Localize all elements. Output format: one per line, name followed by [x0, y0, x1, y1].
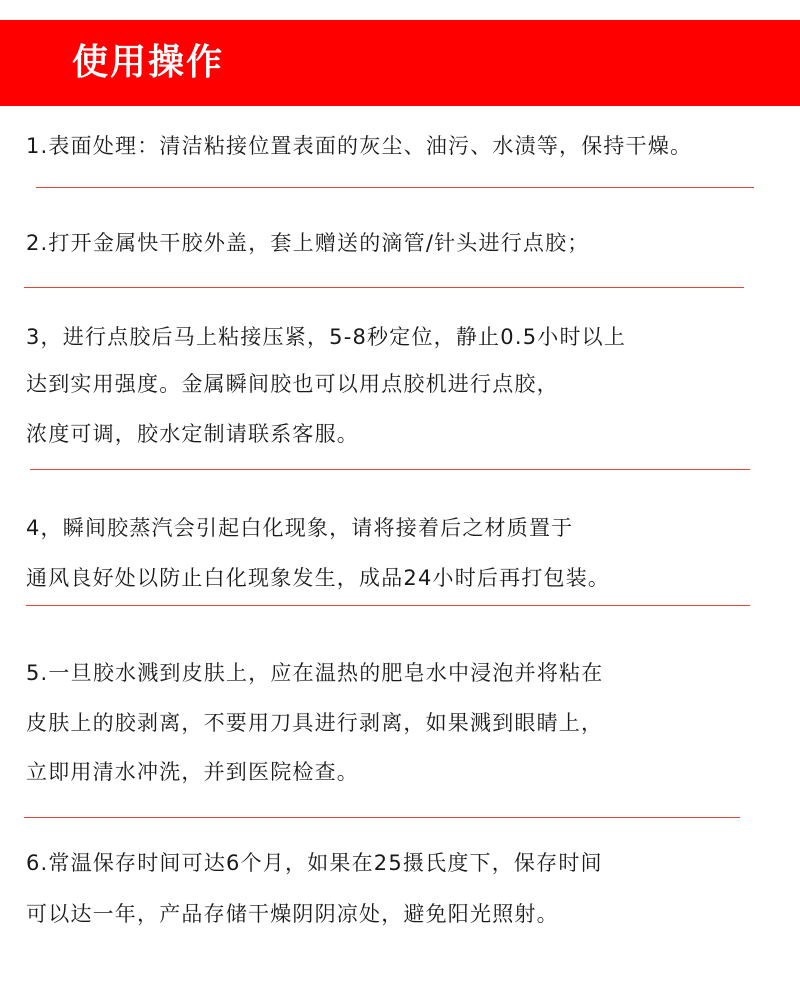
divider [30, 469, 750, 470]
step-5-line-3: 立即用清水冲洗，并到医院检查。 [26, 760, 359, 784]
step-6-line-2: 可以达一年，产品存储干燥阴阴凉处，避免阳光照射。 [26, 902, 559, 926]
divider [36, 187, 754, 188]
step-5-line-2: 皮肤上的胶剥离，不要用刀具进行剥离，如果溅到眼睛上， [26, 711, 604, 735]
step-2-line-1: 2.打开金属快干胶外盖，套上赠送的滴管/针头进行点胶； [26, 231, 590, 255]
section-banner [0, 20, 800, 106]
top-strip [0, 0, 800, 20]
section-title: 使用操作 [72, 42, 225, 83]
step-3-line-1: 3，进行点胶后马上粘接压紧，5-8秒定位，静止0.5小时以上 [26, 325, 627, 349]
step-6-line-1: 6.常温保存时间可达6个月，如果在25摄氏度下，保存时间 [26, 851, 603, 875]
divider [26, 605, 750, 606]
divider [24, 287, 744, 288]
divider [24, 817, 740, 818]
step-4-line-2: 通风良好处以防止白化现象发生，成品24小时后再打包装。 [26, 566, 611, 590]
step-4-line-1: 4，瞬间胶蒸汽会引起白化现象，请将接着后之材质置于 [26, 516, 574, 540]
step-3-line-2: 达到实用强度。金属瞬间胶也可以用点胶机进行点胶， [26, 372, 559, 396]
step-1-line-1: 1.表面处理：清洁粘接位置表面的灰尘、油污、水渍等，保持干燥。 [26, 134, 693, 158]
step-3-line-3: 浓度可调，胶水定制请联系客服。 [26, 422, 359, 446]
step-5-line-1: 5.一旦胶水溅到皮肤上，应在温热的肥皂水中浸泡并将粘在 [26, 661, 604, 685]
